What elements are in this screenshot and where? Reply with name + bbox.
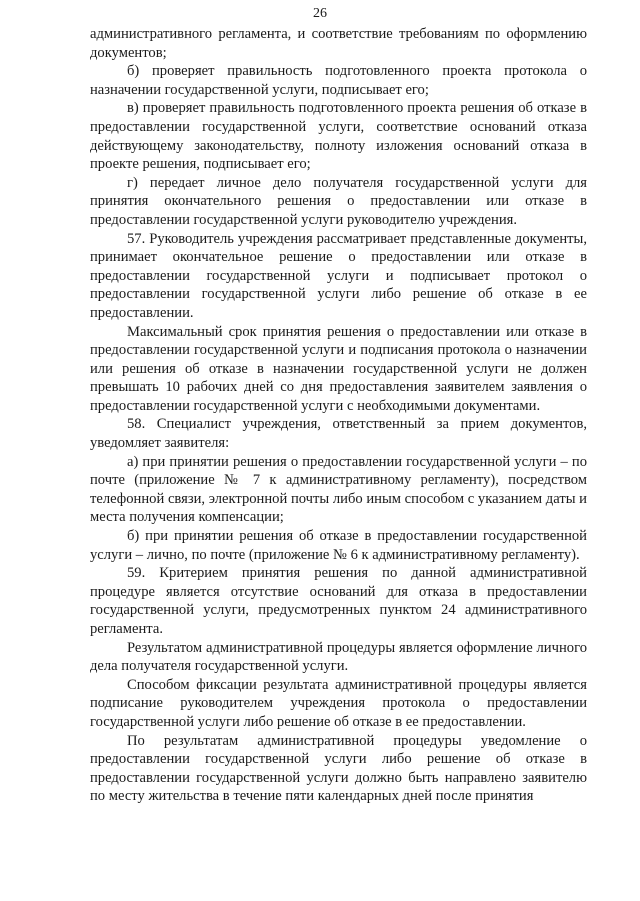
paragraph-59-criterion: 59. Критерием принятия решения по данной административной процедуре является отсутствие оснований для отказа в предоставлении государственной услуги, предусмотренных пунктом 24 административного регламента. <box>90 565 587 637</box>
document-body <box>90 25 587 806</box>
page-number: 26 <box>313 6 327 21</box>
paragraph-item-b-protocol: б) проверяет правильность подготовленного проекта протокола о назначении государственной услуги, подписывает его; <box>90 63 587 98</box>
paragraph-notify-approval: а) при принятии решения о предоставлении государственной услуги – по почте (приложение № 7 к административному регламенту), посредством телефонной связи, электронной почты либо иным способом с указанием даты и места получения компенсации; <box>90 453 587 526</box>
paragraph-item-v-refusal-check: в) проверяет правильность подготовленного проекта решения об отказе в предоставлении государственной услуги, соответствие оснований отказа действующему законодательству, полноту изложения оснований отказа в проекте решения, подписывает его; <box>90 100 587 173</box>
paragraph-58-notification: 58. Специалист учреждения, ответственный за прием документов, уведомляет заявителя: <box>90 416 587 452</box>
paragraph-57-head-decision: 57. Руководитель учреждения рассматривает представленные документы, принимает окончательное решение о предоставлении или отказе в предоставлении государственной услуги и подписывает протокол о предоставлении государственной услуги либо решение об отказе в ее предоставлении. <box>90 230 587 321</box>
paragraph-result: Результатом административной процедуры является оформление личного дела получателя государственной услуги. <box>90 639 587 675</box>
paragraph-regulation-continuation: административного регламента, и соответствие требованиям по оформлению документов; <box>90 26 587 61</box>
paragraph-item-g-transfer: г) передает личное дело получателя государственной услуги для принятия окончательного решения о предоставлении или отказе в предоставлении государственной услуги руководителю учреждения. <box>90 174 587 228</box>
paragraph-results-notification: По результатам административной процедуры уведомление о предоставлении государственной услуги либо решение об отказе в предоставлении государственной услуги должно быть направлено заявителю по месту жительства в течение пяти календарных дней после принятия <box>90 732 587 805</box>
paragraph-notify-refusal: б) при принятии решения об отказе в предоставлении государственной услуги – лично, по почте (приложение № 6 к административному регламенту). <box>90 528 587 563</box>
paragraph-fixation-method: Способом фиксации результата административной процедуры является подписание руководителем учреждения протокола о предоставлении государственной услуги либо решение об отказе в ее предоставлении. <box>90 676 587 730</box>
paragraph-max-term: Максимальный срок принятия решения о предоставлении или отказе в предоставлении государственной услуги и подписания протокола о назначении или решения об отказе в назначении государственной услуги не должен превышать 10 рабочих дней со дня предоставления заявителем заявления о предоставлении государственной услуги с необходимыми документами. <box>90 323 587 414</box>
